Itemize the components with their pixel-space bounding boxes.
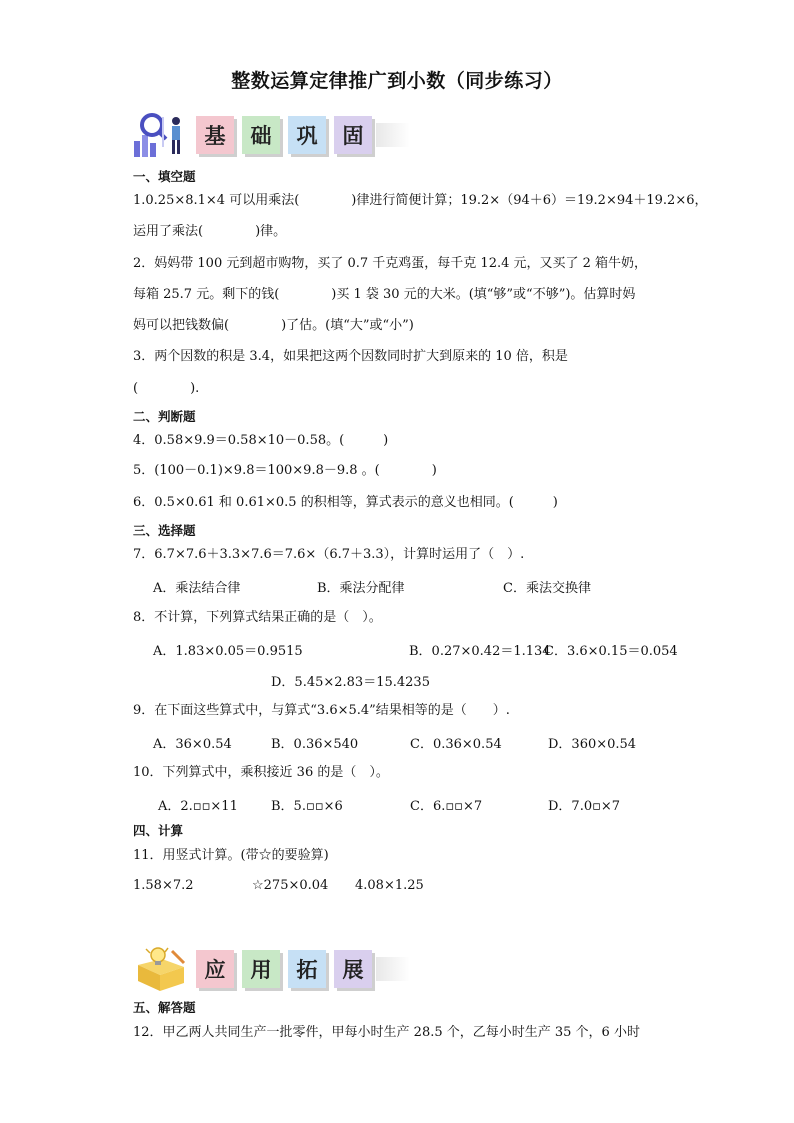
banner-tile: 础 [242,116,280,154]
option: B．0.36×540 [271,737,359,752]
option: A．2.▫▫×11 [158,799,238,814]
section-heading: 一、填空题 [133,169,196,184]
calc-item: 4.08×1.25 [355,878,424,893]
question-12-line: 12．甲乙两人共同生产一批零件，甲每小时生产 28.5 个，乙每小时生产 35 个，6 小时 [133,1025,640,1040]
question-2-line: 每箱 25.7 元。剩下的钱( )买 1 袋 30 元的大米。(填“够”或“不够”)。估算时妈 [133,287,636,302]
section-heading: 二、判断题 [133,409,196,424]
banner-tile: 应 [196,950,234,988]
question-3-line: ( ). [133,381,200,396]
question-2-line: 2．妈妈带 100 元到超市购物，买了 0.7 千克鸡蛋，每千克 12.4 元，又买了 2 箱牛奶， [133,256,648,271]
question-2-line: 妈可以把钱数偏( )了估。(填“大”或“小”) [133,318,414,333]
question-11-stem: 11．用竖式计算。(带☆的要验算) [133,848,329,863]
option: A．1.83×0.05＝0.9515 [153,644,303,659]
question-1-line: 运用了乘法( )律。 [133,224,287,239]
option: A．乘法结合律 [153,581,241,596]
banner-fade [376,123,410,147]
option: B．乘法分配律 [317,581,405,596]
banner-tile: 展 [334,950,372,988]
option: B．5.▫▫×6 [271,799,343,814]
question-9-stem: 9．在下面这些算式中，与算式“3.6×5.4”结果相等的是（ ）. [133,703,510,718]
banner-fade [376,957,410,981]
lightbulb-box-icon [132,945,190,993]
banner-tile: 巩 [288,116,326,154]
question-8-stem: 8．不计算，下列算式结果正确的是（ ）。 [133,610,382,625]
option: D．7.0▫×7 [548,799,621,814]
banner-tile: 基 [196,116,234,154]
option: D．360×0.54 [548,737,637,752]
banner-tile: 用 [242,950,280,988]
option: C．6.▫▫×7 [410,799,483,814]
section-heading: 五、解答题 [133,1000,196,1015]
question-3-line: 3．两个因数的积是 3.4，如果把这两个因数同时扩大到原来的 10 倍，积是 [133,349,568,364]
banner-tile: 拓 [288,950,326,988]
question-1-line: 1.0.25×8.1×4 可以用乘法( )律进行简便计算；19.2×（94＋6）＝19.2×94＋19.2×6， [133,193,708,208]
page-title: 整数运算定律推广到小数（同步练习） [231,70,563,92]
option: C．3.6×0.15＝0.054 [544,644,678,659]
calc-item: 1.58×7.2 [133,878,194,893]
calc-item: ☆275×0.04 [252,878,329,893]
section-heading: 四、计算 [133,823,184,838]
section-heading: 三、选择题 [133,523,196,538]
option: A．36×0.54 [153,737,232,752]
option: D．5.45×2.83＝15.4235 [271,675,430,690]
option: C．0.36×0.54 [410,737,502,752]
banner-basic [132,111,410,159]
question-10-stem: 10．下列算式中，乘积接近 36 的是（ ）。 [133,765,389,780]
banner-tile: 固 [334,116,372,154]
question-5: 5．(100－0.1)×9.8＝100×9.8－9.8 。( ) [133,463,437,478]
question-6: 6．0.5×0.61 和 0.61×0.5 的积相等，算式表示的意义也相同。( ) [133,495,558,510]
magnifier-person-icon [132,111,190,159]
question-4: 4．0.58×9.9＝0.58×10－0.58。( ) [133,433,389,448]
banner-apply [132,945,410,993]
option: B．0.27×0.42＝1.134 [409,644,551,659]
question-7-stem: 7．6.7×7.6＋3.3×7.6＝7.6×（6.7＋3.3），计算时运用了（ ）. [133,547,525,562]
option: C．乘法交换律 [503,581,591,596]
